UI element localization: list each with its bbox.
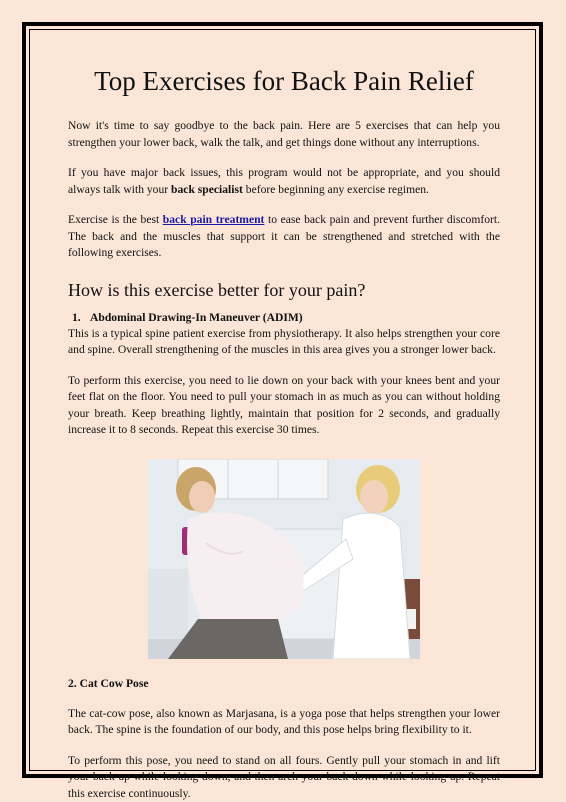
intro-p2-text-a: If you have major back issues, this program would not be appropriate, and you should always talk with your bbox=[68, 166, 500, 196]
article-content bbox=[68, 64, 500, 802]
intro-paragraph-2 bbox=[68, 165, 500, 198]
intro-paragraph-1: Now it's time to say goodbye to the back pain. Here are 5 exercises that can help you strengthen your lower back, walk the talk, and get things done without any interruptions. bbox=[68, 118, 500, 151]
intro-p3-text-b: to ease back pain and prevent further discomfort. The back and the muscles that support it can be strengthened and stretched with the following exercises. bbox=[68, 213, 500, 259]
exercise-2-heading: 2. Cat Cow Pose bbox=[68, 676, 500, 692]
back-pain-treatment-link[interactable]: back pain treatment bbox=[163, 213, 265, 226]
back-specialist-bold: back specialist bbox=[171, 183, 243, 196]
page-title: Top Exercises for Back Pain Relief bbox=[68, 64, 500, 98]
intro-p2-text-b: before beginning any exercise regimen. bbox=[243, 183, 429, 196]
exercise-2-paragraph-2: To perform this pose, you need to stand on all fours. Gently pull your stomach in and lift your back up while looking down, and then arch your back down while looking up. Repeat this exercise continuously. bbox=[68, 753, 500, 802]
intro-p3-text-a: Exercise is the best bbox=[68, 213, 163, 226]
exercise-1-paragraph-1: This is a typical spine patient exercise from physiotherapy. It also helps strengthen your core and spine. Overall strengthening of the muscles in this area gives you a stronger lower back. bbox=[68, 326, 500, 359]
exercise-1-title: Abdominal Drawing-In Maneuver (ADIM) bbox=[90, 311, 303, 324]
physiotherapy-photo bbox=[148, 459, 420, 659]
exercise-2-paragraph-1: The cat-cow pose, also known as Marjasana, is a yoga pose that helps strengthen your lower back. The spine is the foundation of our body, and this pose helps bring flexibility to it. bbox=[68, 706, 500, 739]
intro-paragraph-3 bbox=[68, 212, 500, 262]
exercise-1-paragraph-2: To perform this exercise, you need to lie down on your back with your knees bent and your feet flat on the floor. You need to pull your stomach in as much as you can without holding your breath. Keep breathing lightly, maintain that position for 2 seconds, and gradually increase it to 8 seconds. Repeat this exercise 30 times. bbox=[68, 373, 500, 439]
exercise-1-heading bbox=[68, 310, 500, 326]
section-heading: How is this exercise better for your pain? bbox=[68, 278, 500, 302]
physiotherapy-illustration bbox=[148, 459, 420, 659]
exercise-1-number: 1. bbox=[72, 310, 90, 326]
